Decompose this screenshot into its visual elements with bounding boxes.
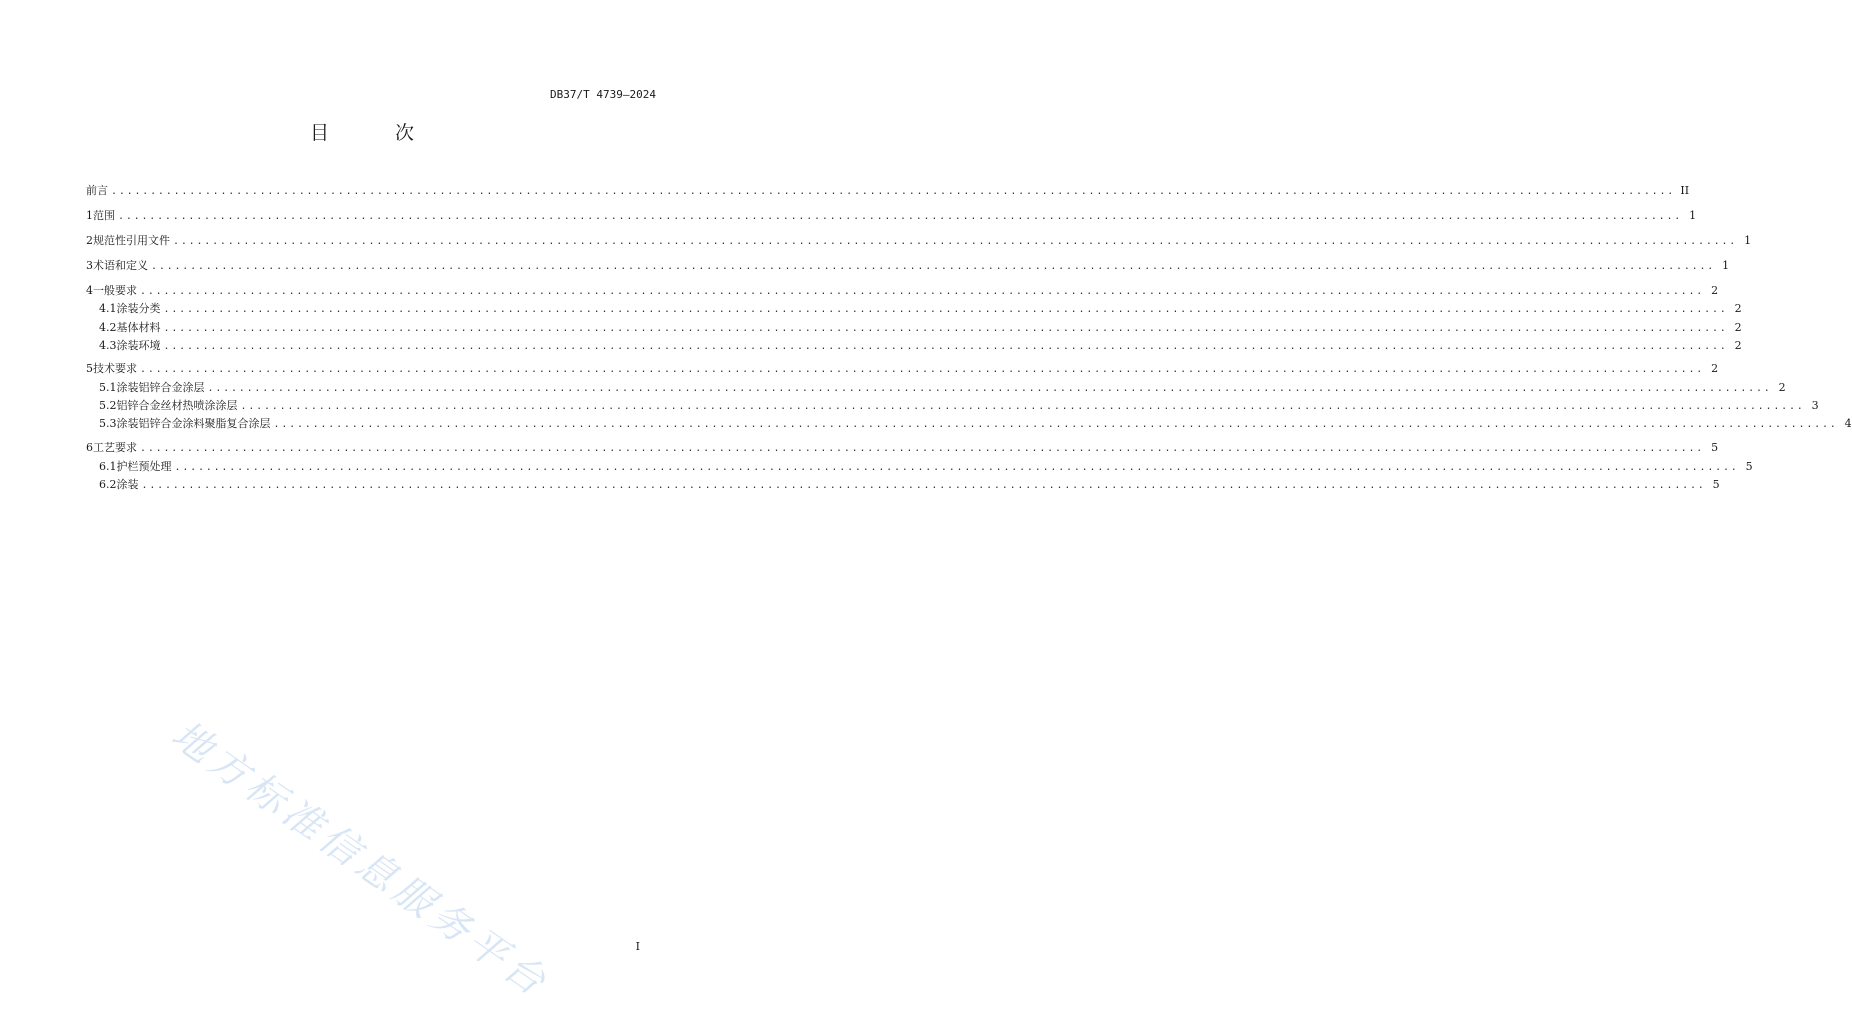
toc-entry-page: 5 (1712, 478, 1720, 491)
toc-entry-number: 5.1 (99, 381, 117, 394)
toc-entry-page: 5 (1711, 441, 1719, 454)
toc-entry[interactable] (99, 458, 1753, 476)
toc-entry-title: 一般要求 (93, 284, 137, 297)
page-title: 目 次 (309, 122, 445, 144)
toc-entry[interactable] (99, 415, 1852, 433)
toc-entry-page: 1 (1689, 209, 1697, 222)
toc-entry-title: 范围 (93, 209, 115, 222)
toc-entry[interactable] (86, 257, 1730, 275)
dot-leader: ........................................................................................................................................................................................................ (163, 304, 1728, 315)
dot-leader: ........................................................................................................................................................................................................ (240, 401, 1805, 412)
toc-entry-page: 2 (1711, 284, 1719, 297)
toc-entry-number: 5.2 (99, 399, 117, 412)
toc-entry[interactable] (86, 232, 1752, 250)
toc-entry-title: 涂装铝锌合金涂层 (116, 381, 205, 394)
toc-entry-page: 1 (1744, 234, 1752, 247)
page-number: I (635, 940, 640, 953)
toc-entry-number: 1 (86, 209, 93, 222)
dot-leader: ........................................................................................................................................................................................................ (174, 462, 1739, 473)
toc-entry[interactable] (99, 476, 1720, 494)
toc-entry-number: 5.3 (99, 417, 117, 430)
dot-leader: ........................................................................................................................................................................................................ (111, 186, 1676, 197)
dot-leader: ........................................................................................................................................................................................................ (207, 383, 1772, 394)
toc-entry-title: 涂装 (116, 478, 139, 491)
watermark: 地方标准信息服务平台 (163, 712, 558, 1008)
toc-entry-title: 涂装环境 (116, 339, 161, 352)
dot-leader: ........................................................................................................................................................................................................ (151, 261, 1716, 272)
toc-entry-title: 涂装分类 (116, 302, 161, 315)
toc-entry[interactable] (86, 360, 1719, 378)
dot-leader: ........................................................................................................................................................................................................ (163, 323, 1728, 334)
toc-entry-page: 2 (1711, 362, 1719, 375)
toc-entry[interactable] (86, 282, 1719, 300)
toc-entry-number: 6.1 (99, 460, 117, 473)
toc-entry[interactable] (99, 300, 1742, 318)
toc-entry[interactable] (99, 337, 1742, 355)
toc-entry-title: 基体材料 (116, 321, 161, 334)
toc-entry[interactable] (86, 439, 1719, 457)
dot-leader: ........................................................................................................................................................................................................ (273, 419, 1838, 430)
dot-leader: ........................................................................................................................................................................................................ (140, 286, 1705, 297)
toc-entry-number: 4 (86, 284, 93, 297)
toc-entry-number: 5 (86, 362, 93, 375)
toc-entry-title: 前言 (86, 184, 108, 197)
toc-entry-title: 技术要求 (93, 362, 137, 375)
toc-entry-number: 4.3 (99, 339, 117, 352)
dot-leader: ........................................................................................................................................................................................................ (163, 341, 1728, 352)
dot-leader: ........................................................................................................................................................................................................ (118, 211, 1683, 222)
toc-entry-page: 3 (1811, 399, 1819, 412)
standard-code: DB37/T 4739—2024 (550, 88, 656, 101)
toc-entry-title: 涂装铝锌合金涂料聚脂复合涂层 (116, 417, 271, 430)
toc-entry-number: 6.2 (99, 478, 117, 491)
toc-entry-title: 规范性引用文件 (93, 234, 170, 247)
dot-leader: ........................................................................................................................................................................................................ (141, 480, 1706, 491)
toc-entry-page: II (1680, 184, 1690, 197)
dot-leader: ........................................................................................................................................................................................................ (173, 236, 1738, 247)
toc-entry-number: 4.2 (99, 321, 117, 334)
toc-entry[interactable] (99, 379, 1786, 397)
toc-entry-page: 5 (1745, 460, 1753, 473)
toc-entry[interactable] (86, 182, 1690, 200)
toc-entry[interactable] (86, 207, 1697, 225)
toc-entry-page: 4 (1844, 417, 1852, 430)
toc-entry[interactable] (99, 397, 1819, 415)
toc-entry-title: 铝锌合金丝材热喷涂涂层 (116, 399, 238, 412)
dot-leader: ........................................................................................................................................................................................................ (140, 443, 1705, 454)
toc-entry-page: 1 (1722, 259, 1730, 272)
toc-entry-page: 2 (1734, 321, 1742, 334)
toc-entry-page: 2 (1734, 339, 1742, 352)
toc-entry-title: 护栏预处理 (116, 460, 172, 473)
toc-entry-title: 术语和定义 (93, 259, 148, 272)
toc-entry-page: 2 (1734, 302, 1742, 315)
toc-entry-number: 3 (86, 259, 93, 272)
toc-entry[interactable] (99, 319, 1742, 337)
toc-entry-page: 2 (1778, 381, 1786, 394)
toc-entry-number: 6 (86, 441, 93, 454)
toc-entry-number: 4.1 (99, 302, 117, 315)
toc-entry-title: 工艺要求 (93, 441, 137, 454)
toc-entry-number: 2 (86, 234, 93, 247)
dot-leader: ........................................................................................................................................................................................................ (140, 364, 1705, 375)
